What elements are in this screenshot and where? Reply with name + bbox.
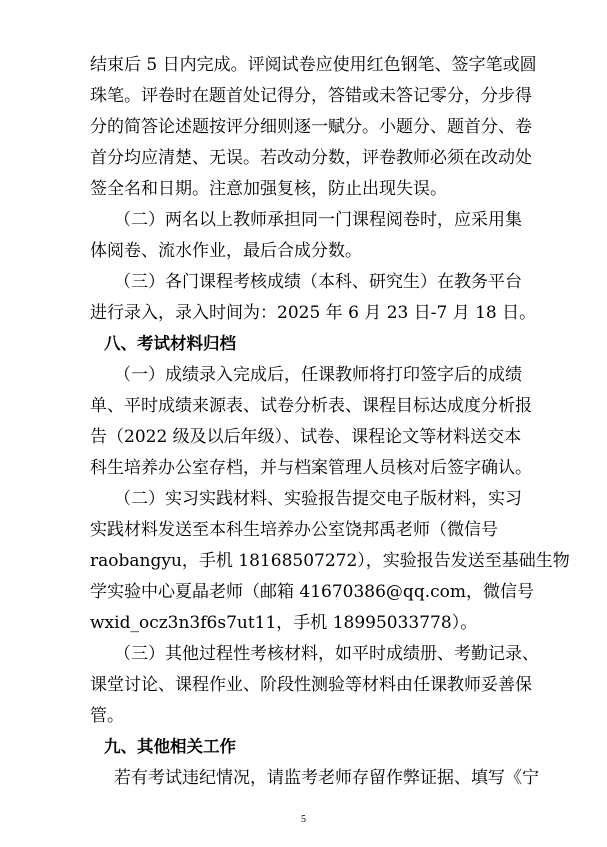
paragraph-line: wxid_ocz3n3f6s7ut11，手机 18995033778）。 <box>90 613 478 633</box>
paragraph-line: 单、平时成绩来源表、试卷分析表、课程目标达成度分析报 <box>90 396 532 416</box>
paragraph-line: 结束后 5 日内完成。评阅试卷应使用红色钢笔、签字笔或圆 <box>90 55 537 75</box>
paragraph-line: 告（2022 级及以后年级）、试卷、课程论文等材料送交本 <box>90 427 522 447</box>
paragraph-line: 课堂讨论、课程作业、阶段性测验等材料由任课教师妥善保 <box>90 675 532 695</box>
paragraph-line: 若有考试违纪情况，请监考老师存留作弊证据、填写《宁 <box>114 768 539 788</box>
paragraph-line: 首分均应清楚、无误。若改动分数，评卷教师必须在改动处 <box>90 148 532 168</box>
paragraph-line: （二）两名以上教师承担同一门课程阅卷时，应采用集 <box>114 210 522 230</box>
paragraph-line: （二）实习实践材料、实验报告提交电子版材料，实习 <box>114 489 522 509</box>
section-heading-archiving: 八、考试材料归档 <box>104 334 236 353</box>
paragraph-line: 进行录入，录入时间为：2025 年 6 月 23 日-7 月 18 日。 <box>90 303 537 323</box>
paragraph-line: raobangyu，手机 18168507272），实验报告发送至基础生物 <box>90 551 570 571</box>
paragraph-line: 体阅卷、流水作业，最后合成分数。 <box>90 241 362 261</box>
paragraph-line: 管。 <box>90 706 124 726</box>
paragraph-line: 科生培养办公室存档，并与档案管理人员核对后签字确认。 <box>90 458 532 478</box>
paragraph-line: 分的简答论述题按评分细则逐一赋分。小题分、题首分、卷 <box>90 117 532 137</box>
paragraph-line: 学实验中心夏晶老师（邮箱 41670386@qq.com，微信号 <box>90 582 534 602</box>
paragraph-line: （一）成绩录入完成后，任课教师将打印签字后的成绩 <box>114 365 522 385</box>
paragraph-line: 签全名和日期。注意加强复核，防止出现失误。 <box>90 179 447 199</box>
paragraph-line: 实践材料发送至本科生培养办公室饶邦禹老师（微信号 <box>90 520 498 540</box>
page-number: 5 <box>301 814 306 825</box>
paragraph-line: （三）各门课程考核成绩（本科、研究生）在教务平台 <box>114 272 522 292</box>
paragraph-line: （三）其他过程性考核材料，如平时成绩册、考勤记录、 <box>114 644 539 664</box>
paragraph-line: 珠笔。评卷时在题首处记得分，答错或未答记零分，分步得 <box>90 86 532 106</box>
section-heading-other-work: 九、其他相关工作 <box>104 737 236 756</box>
